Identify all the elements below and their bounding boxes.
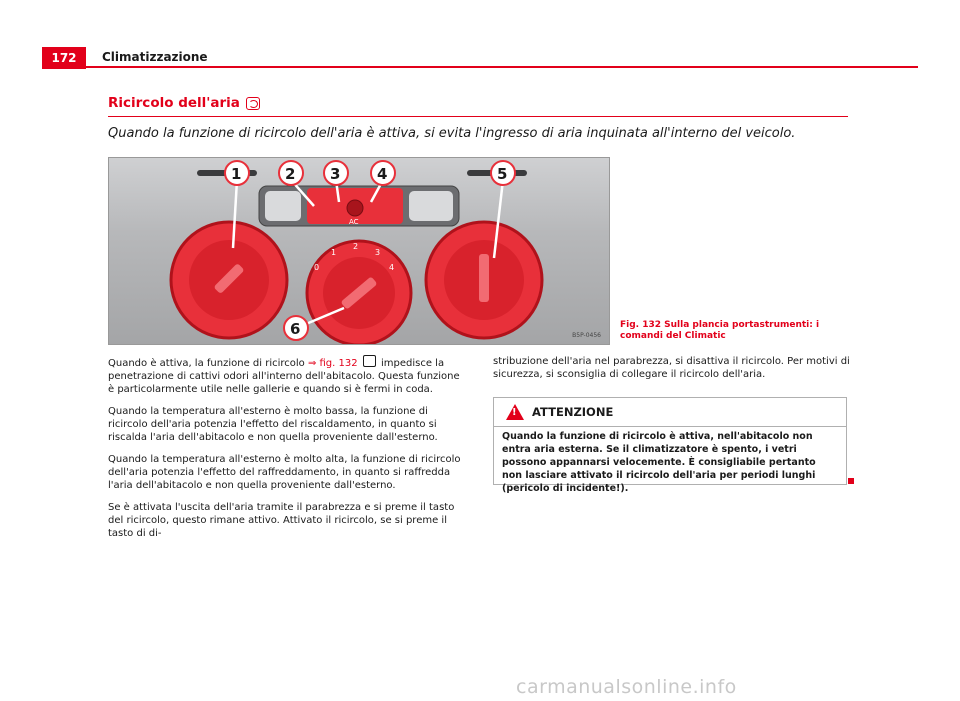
recirculation-icon	[246, 97, 260, 110]
section-rule	[108, 116, 848, 117]
paragraph-4: Se è attivata l'uscita dell'aria tramite il parabrezza e si preme il tasto del ricircolo, questo rimane attivo. Attivato il ricircolo, se si preme il tasto di di-	[108, 502, 455, 539]
callout-6-label: 6	[290, 320, 301, 338]
callout-5-label: 5	[497, 165, 508, 183]
callout-2	[279, 161, 303, 185]
section-title-text: Ricircolo dell'aria	[108, 95, 240, 111]
fan-label-2: 2	[353, 242, 359, 251]
callout-1-label: 1	[231, 165, 242, 183]
figure-climatic-controls	[108, 157, 610, 345]
figure-code: B5P-0456	[572, 332, 601, 339]
callout-2-label: 2	[285, 165, 296, 183]
section-title	[108, 95, 260, 111]
warning-text: Quando la funzione di ricircolo è attiva, nell'abitacolo non entra aria esterna. Se il climatizzatore è spento, i vetri possono appannarsi velocemente. È consigliabile pertanto non lasciare attivato il ricircolo dell'aria per periodi lunghi (pericolo di incidente!).	[502, 431, 816, 494]
ac-button	[347, 200, 363, 216]
text-column-right	[493, 355, 853, 390]
fan-label-1: 1	[331, 248, 337, 257]
fan-label-3: 3	[375, 248, 381, 257]
paragraph-5: stribuzione dell'aria nel parabrezza, si disattiva il ricircolo. Per motivi di sicurezza, si sconsiglia di collegare il ricircolo dell'aria.	[493, 356, 850, 380]
figure-caption: Fig. 132 Sulla plancia portastrumenti: i comandi del Climatic	[620, 320, 820, 341]
section-end-marker	[848, 478, 854, 484]
callout-6	[284, 316, 308, 340]
paragraph-2: Quando la temperatura all'esterno è molto bassa, la funzione di ricircolo dell'aria potenzia l'effetto del riscaldamento, in quanto si riscalda l'aria dell'abitacolo e non quella proveniente dall'esterno.	[108, 406, 438, 443]
watermark: carmanualsonline.info	[516, 676, 737, 698]
warning-box	[493, 397, 847, 494]
ac-label: AC	[349, 218, 359, 226]
text-column-left	[108, 355, 468, 549]
callout-1	[225, 161, 249, 185]
callout-4-label: 4	[377, 165, 388, 183]
air-distribution-knob-grip	[479, 254, 489, 302]
callout-3	[324, 161, 348, 185]
chapter-title: Climatizzazione	[102, 50, 208, 64]
recirculation-inline-icon	[363, 355, 376, 367]
seat-heat-left-button	[265, 191, 301, 221]
paragraph-1: Quando è attiva, la funzione di ricircolo ⇒ fig. 132 impedisce la penetrazione di cattivi odori all'interno dell'abitacolo. Questa funzione è particolarmente utile nelle gallerie e quando si è fermi in coda.	[108, 355, 468, 396]
callout-4	[371, 161, 395, 185]
callout-5	[491, 161, 515, 185]
climatic-panel-illustration	[109, 158, 609, 344]
seat-heat-right-button	[409, 191, 453, 221]
figure-reference-link[interactable]: ⇒ fig. 132	[307, 358, 358, 369]
warning-header	[494, 398, 846, 427]
warning-triangle-icon: !	[506, 404, 524, 420]
page-number: 172	[42, 47, 86, 69]
fan-label-0: 0	[314, 263, 320, 272]
fan-label-4: 4	[389, 263, 395, 272]
warning-title: ATTENZIONE	[532, 405, 614, 419]
section-intro: Quando la funzione di ricircolo dell'aria è attiva, si evita l'ingresso di aria inquinata all'interno del veicolo.	[108, 126, 796, 141]
header-rule	[86, 66, 918, 68]
callout-3-label: 3	[330, 165, 341, 183]
paragraph-3: Quando la temperatura all'esterno è molto alta, la funzione di ricircolo dell'aria potenzia l'effetto del raffreddamento, in quanto si raffredda l'aria dell'abitacolo e non quella proveniente dall'esterno.	[108, 454, 461, 491]
